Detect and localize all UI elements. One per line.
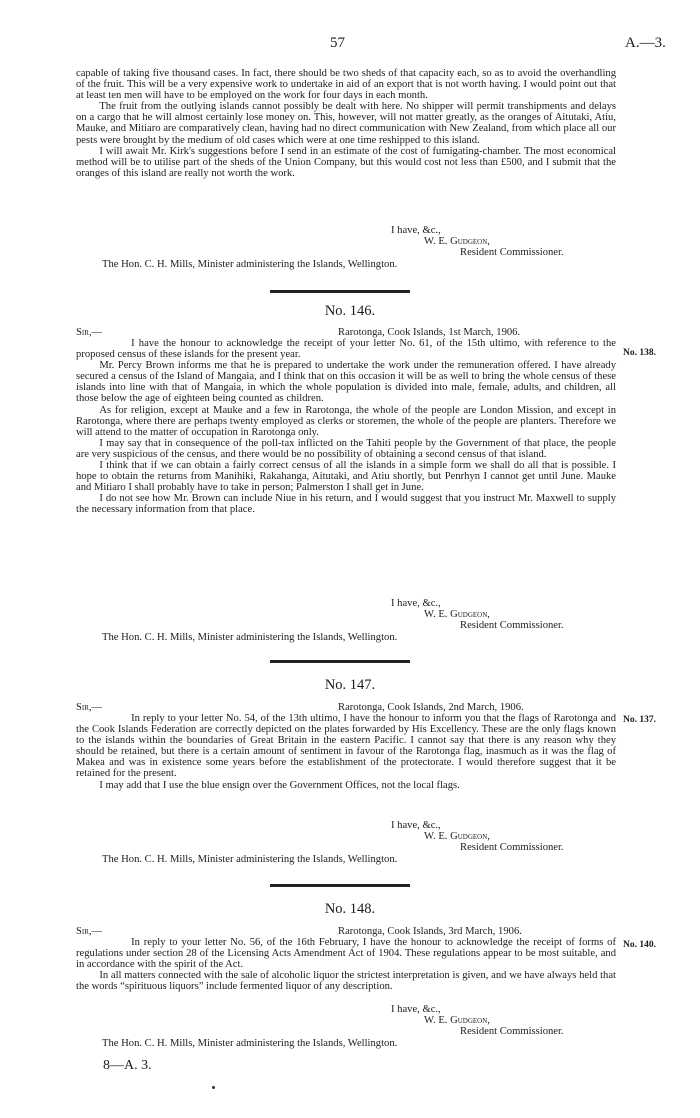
margin-reference: No. 140. <box>623 940 656 950</box>
paragraph: In all matters connected with the sale of alcoholic liquor the strictest interpretation is given, and we have always held that the words “spirituous liquors” include fermented liquor of any description. <box>76 970 616 993</box>
signature: W. E. Gudgeon, <box>424 236 490 247</box>
salutation: Sir,— <box>76 327 103 338</box>
section-rule <box>270 884 410 887</box>
section-rule <box>270 660 410 663</box>
salutation: Sir,— <box>76 926 103 937</box>
letter-body <box>76 713 616 791</box>
salutation: Sir,— <box>76 702 103 713</box>
letter-number: No. 148. <box>324 901 376 917</box>
place-date: Rarotonga, Cook Islands, 1st March, 1906. <box>338 327 521 338</box>
signature: W. E. Gudgeon, <box>424 831 490 842</box>
paragraph: Mr. Percy Brown informs me that he is prepared to undertake the work under the remuneration offered. I have already secured a census of the Island of Mangaia, and I think that on this occasion it will be as well to bring the whole census of these islands into line with that of Mangaia, in which the whole population is divided into male, female, adults, and children, all those below the age of eighteen being counted as children. <box>76 360 616 405</box>
signature: W. E. Gudgeon, <box>424 609 490 620</box>
signatory-title: Resident Commissioner. <box>460 247 564 258</box>
signatory-title: Resident Commissioner. <box>460 1026 564 1037</box>
page-reference: A.—3. <box>625 35 666 51</box>
section-rule <box>270 290 410 293</box>
addressee: The Hon. C. H. Mills, Minister administering the Islands, Wellington. <box>102 1038 398 1049</box>
signatory-title: Resident Commissioner. <box>460 620 564 631</box>
paragraph: I will await Mr. Kirk's suggestions before I send in an estimate of the cost of fumigating-chamber. The most economical method will be to utilise part of the sheds of the Union Company, but this would cost not less than £500, and I submit that the oranges of this island are really not worth the work. <box>76 145 616 179</box>
letter-number: No. 146. <box>324 303 376 319</box>
addressee: The Hon. C. H. Mills, Minister administering the Islands, Wellington. <box>102 632 398 643</box>
margin-reference: No. 137. <box>623 715 656 725</box>
paragraph: I do not see how Mr. Brown can include Niue in his return, and I would suggest that you instruct Mr. Maxwell to supply the necessary information from that place. <box>76 493 616 516</box>
letter-body <box>76 937 616 992</box>
addressee: The Hon. C. H. Mills, Minister administering the Islands, Wellington. <box>102 259 398 270</box>
paragraph: I think that if we can obtain a fairly correct census of all the islands in a simple form we shall do all that is possible. I hope to obtain the returns from Manihiki, Rakahanga, Aitutaki, and Atiu shortly, but Penrhyn I cannot get until June. Mauke and Mitiaro I shall probably have to take in person; Palmerston I shall get in June. <box>76 460 616 494</box>
place-date: Rarotonga, Cook Islands, 2nd March, 1906. <box>338 702 524 713</box>
paragraph: capable of taking five thousand cases. In fact, there should be two sheds of that capacity each, so as to avoid the overhandling of the fruit. This will be a very expensive work to undertake in aid of an export that is not worth having. I would point out that at least ten men will have to be employed on the work for four days in each month. <box>76 68 616 102</box>
paragraph: I may add that I use the blue ensign over the Government Offices, not the local flags. <box>99 779 460 791</box>
closing: I have, &c., <box>391 225 441 236</box>
addressee: The Hon. C. H. Mills, Minister administering the Islands, Wellington. <box>102 854 398 865</box>
paragraph: As for religion, except at Mauke and a few in Rarotonga, the whole of the people are London Mission, and except in Rarotonga, where there are perhaps twenty employed as clerks or storemen, the whole of the people are planters. Therefore we will attend to the matter of occupation in Rarotonga only. <box>76 404 616 438</box>
paragraph: In reply to your letter No. 56, of the 16th February, I have the honour to acknowledge the receipt of forms of regulations under section 28 of the Licensing Acts Amendment Act of 1904. These regulations appear to be most suitable, and in accordance with the spirit of the Act. <box>76 937 616 971</box>
closing: I have, &c., <box>391 820 441 831</box>
signature: W. E. Gudgeon, <box>424 1015 490 1026</box>
footer-signature-mark: 8—A. 3. <box>103 1058 152 1073</box>
ink-dot <box>212 1086 215 1089</box>
signatory-title: Resident Commissioner. <box>460 842 564 853</box>
paragraph: I may say that in consequence of the poll-tax inflicted on the Tahiti people by the Government of that place, the people are very suspicious of the census, and there would be no possibility of obtaining a second census of that island. <box>76 437 616 460</box>
letter-body <box>76 338 616 516</box>
place-date: Rarotonga, Cook Islands, 3rd March, 1906. <box>338 926 522 937</box>
paragraph: In reply to your letter No. 54, of the 13th ultimo, I have the honour to inform you that the flags of Rarotonga and the Cook Islands Federation are correctly depicted on the plates forwarded by His Excellency. These are the only flags known to the islands within the boundaries of Great Britain in the eastern Pacific. I cannot say that there is any reason why they should be retained, but there is a certain amount of sentiment in favour of the Rarotonga flag, inasmuch as it was the flag of Makea and was in existence some years before the establishment of the protectorate. I would therefore suggest that it be retained for the present. <box>76 713 616 780</box>
letter-number: No. 147. <box>324 677 376 693</box>
paragraph: I have the honour to acknowledge the receipt of your letter No. 61, of the 15th ultimo, with reference to the proposed census of these islands for the present year. <box>76 338 616 361</box>
closing: I have, &c., <box>391 1004 441 1015</box>
page-number: 57 <box>330 35 345 51</box>
margin-reference: No. 138. <box>623 348 656 358</box>
intro-text <box>76 68 616 179</box>
closing: I have, &c., <box>391 598 441 609</box>
paragraph: The fruit from the outlying islands cannot possibly be dealt with here. No shipper will permit transhipments and delays on a cargo that he will almost certainly lose money on. This, however, will not matter greatly, as the oranges of Aitutaki, Atiu, Mauke, and Mitiaro are comparatively clean, having had no direct communication with New Zealand, from which place all our pests were brought by the medium of old cases which were at one time reshipped to this island. <box>76 101 616 146</box>
